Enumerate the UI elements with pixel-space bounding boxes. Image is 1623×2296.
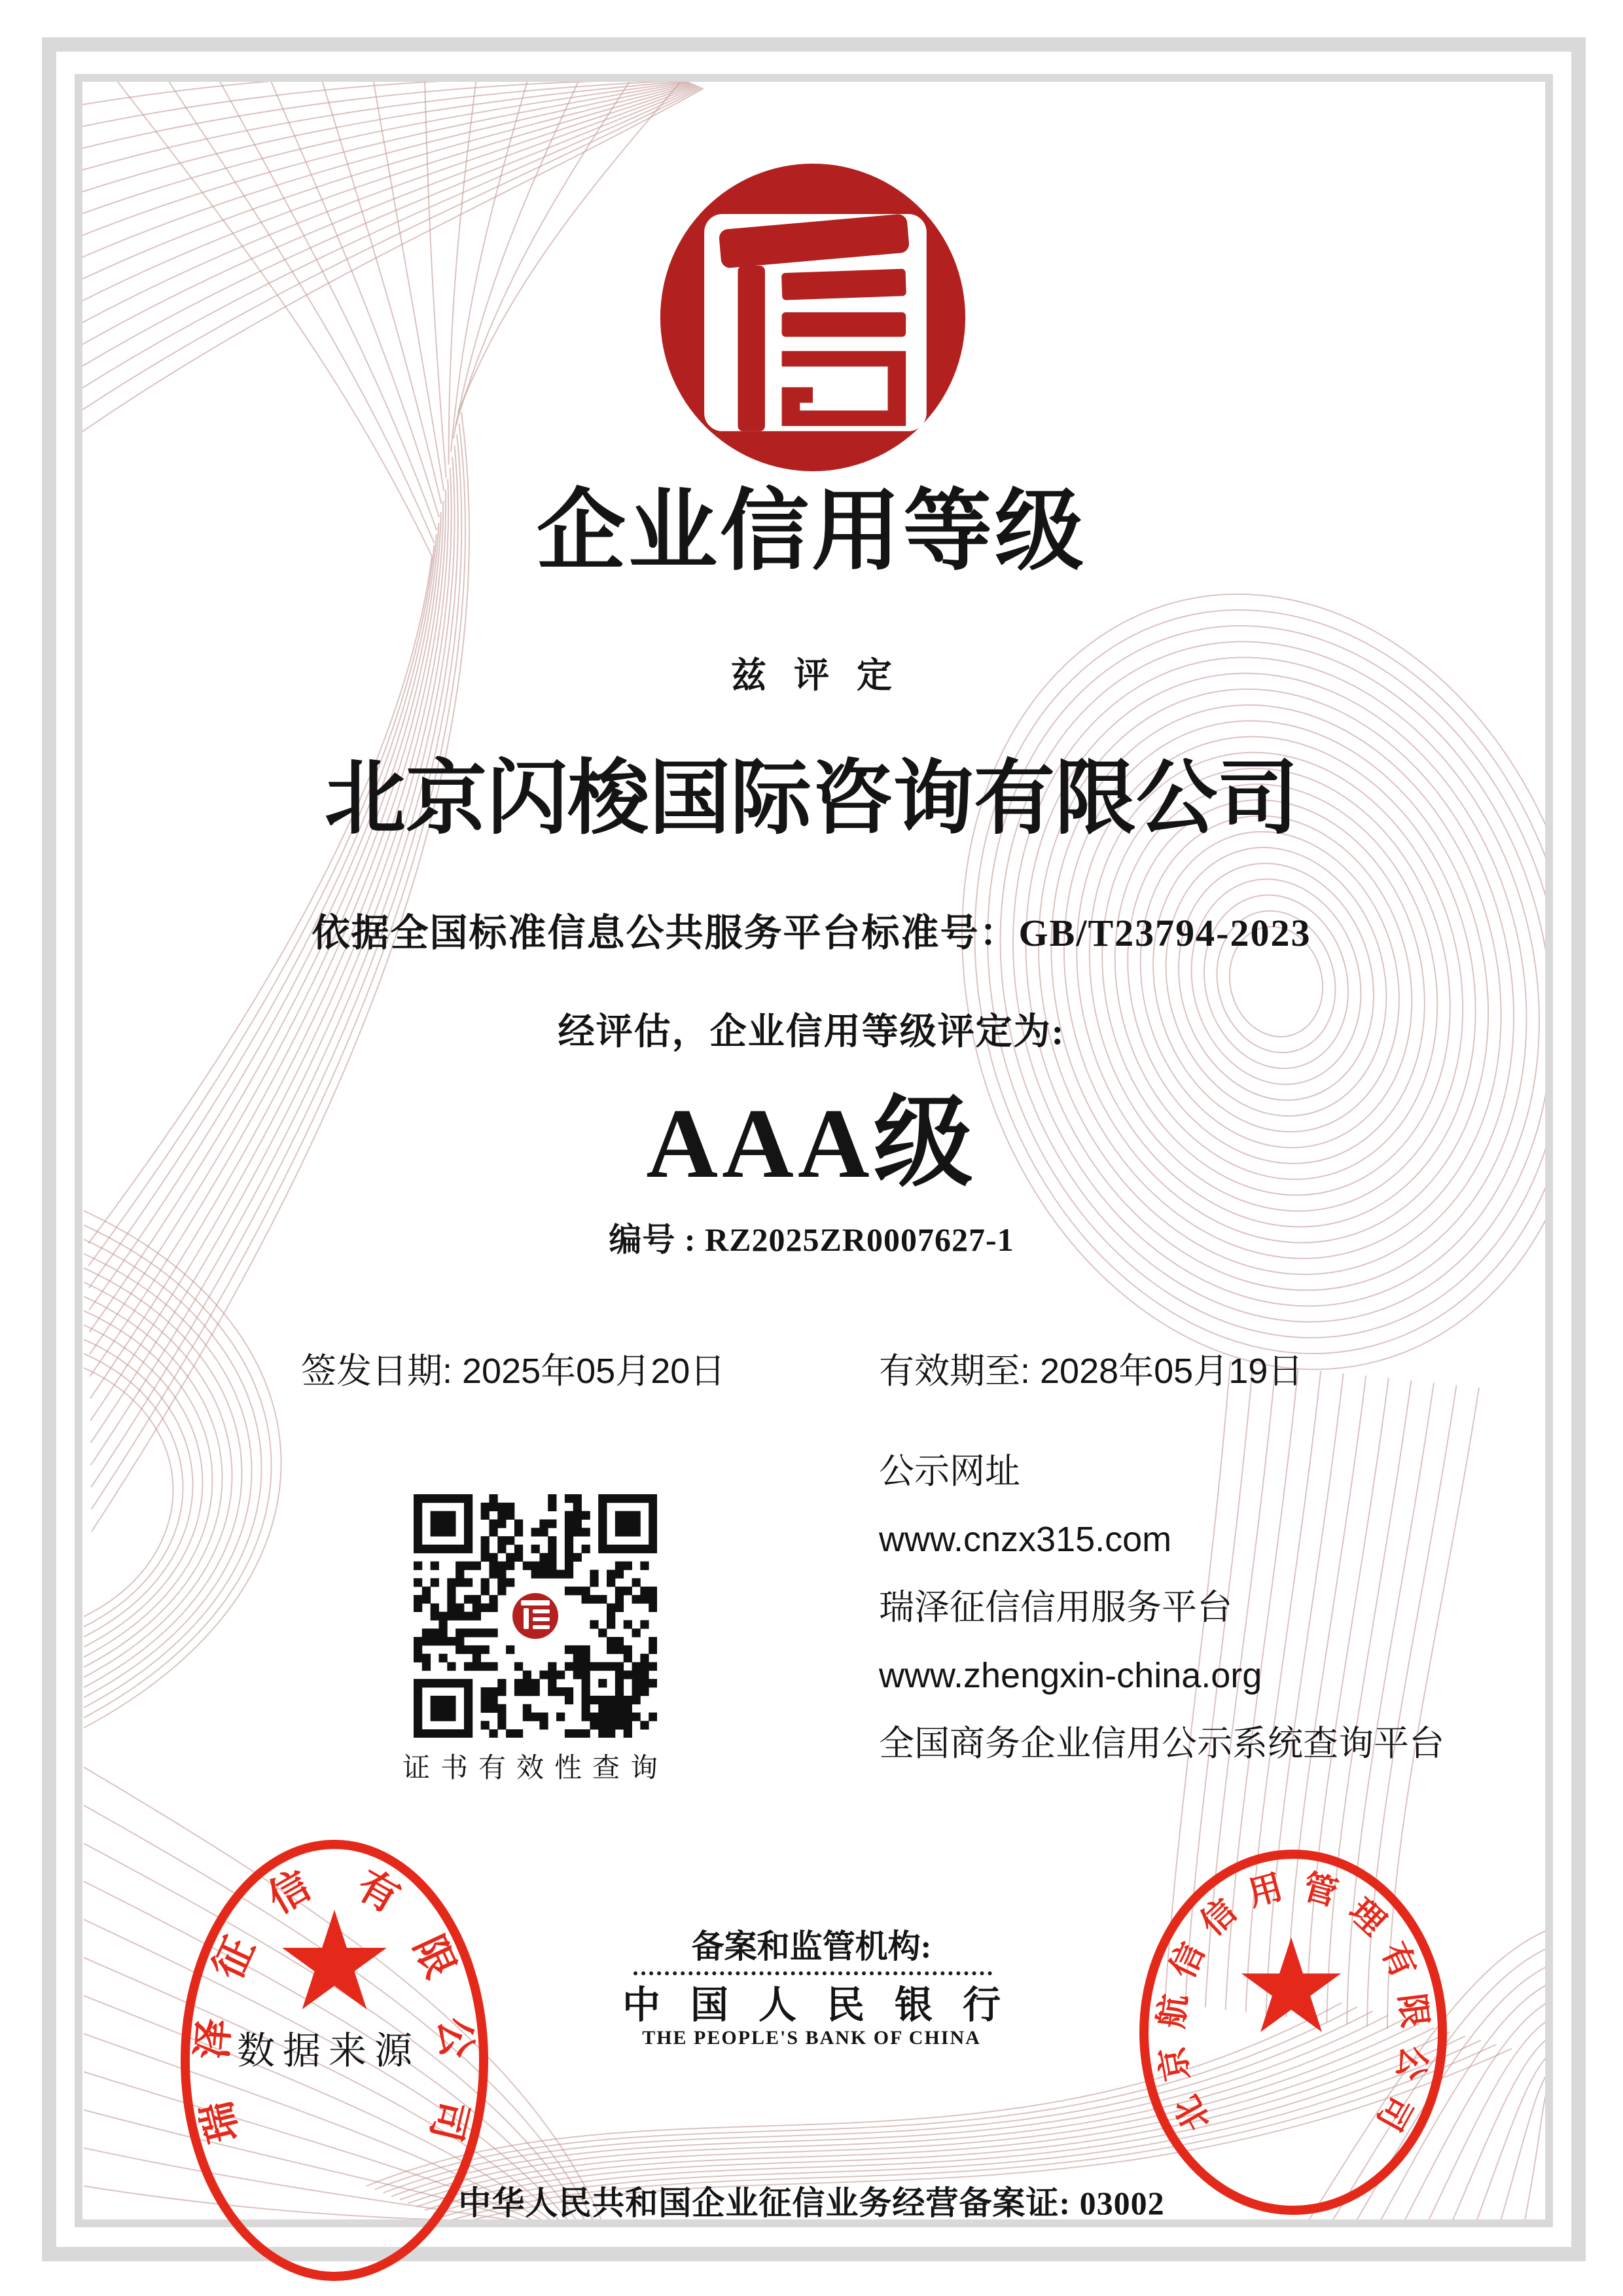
- certificate-title: 企业信用等级: [537, 483, 1086, 581]
- seal-right-hangxin: [1136, 1847, 1450, 2220]
- regulator-name-cn: 中国人民银行: [622, 1984, 1031, 2026]
- standard-line: 依据全国标准信息公共服务平台标准号：GB/T23794-2023: [312, 912, 1311, 954]
- valid-until: 有效期至: 2028年05月19日: [879, 1352, 1304, 1391]
- star-icon: [1241, 1937, 1341, 2032]
- publicity-line: 瑞泽征信信用服务平台: [879, 1588, 1232, 1627]
- credit-grade: AAA级: [646, 1088, 977, 1198]
- serial-number: 编号 : RZ2025ZR0007627-1: [609, 1221, 1014, 1258]
- seal-ring-text: 北京航信信用管理有限公司: [1152, 1868, 1434, 2138]
- publicity-line: 全国商务企业信用公示系统查询平台: [879, 1724, 1444, 1763]
- qr-code: [414, 1494, 657, 1738]
- company-name: 北京闪梭国际咨询有限公司: [324, 754, 1298, 844]
- regulator-name-en: THE PEOPLE'S BANK OF CHINA: [642, 2027, 981, 2049]
- data-source-overlay: 数据来源: [237, 2030, 421, 2072]
- publicity-block: [879, 1437, 1444, 1778]
- star-icon: [282, 1910, 387, 2009]
- publicity-heading: 公示网址: [879, 1452, 1020, 1491]
- regulator-label: 备案和监管机构:: [691, 1928, 932, 1965]
- issue-date: 签发日期: 2025年05月20日: [301, 1352, 726, 1391]
- qr-caption: 证书有效性查询: [402, 1752, 668, 1783]
- seal-ring-text: 瑞泽征信有限公司: [190, 1862, 479, 2147]
- dotted-divider: [633, 1971, 992, 1975]
- assessment-intro: 兹评定: [731, 656, 919, 695]
- publicity-line: www.cnzx315.com: [879, 1520, 1172, 1559]
- footer-registration: 中华人民共和国企业征信业务经营备案证: 03002: [458, 2185, 1165, 2221]
- publicity-line: www.zhengxin-china.org: [879, 1656, 1262, 1695]
- assessment-line: 经评估，企业信用等级评定为:: [558, 1012, 1065, 1052]
- credit-xin-logo-icon: [658, 161, 968, 474]
